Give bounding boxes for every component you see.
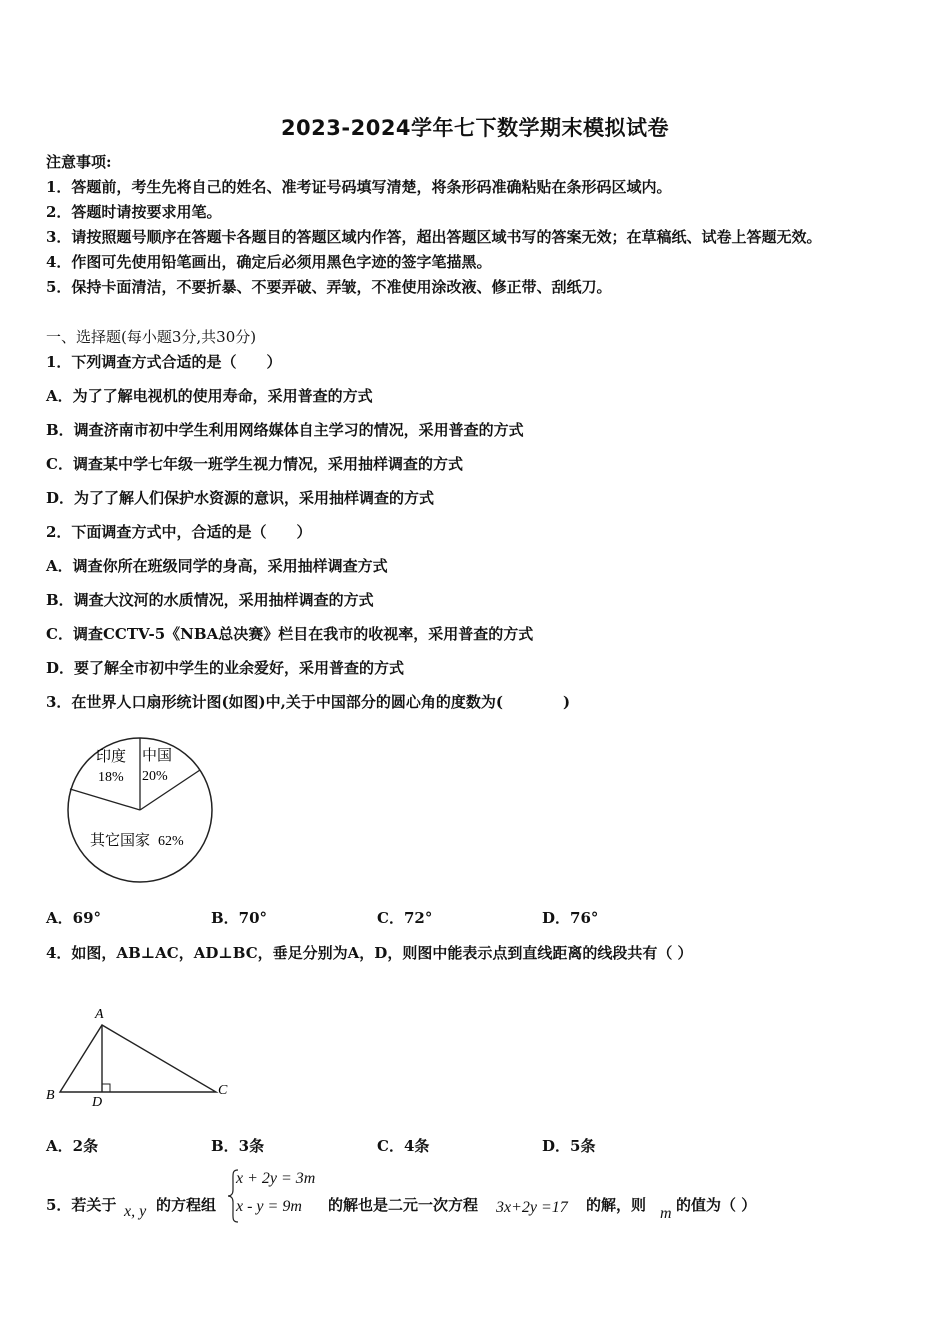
question-4-option-c: C．4条 [377,1137,430,1155]
question-5-equation-2: x - y = 9m [236,1198,302,1215]
pie-percent-india: 18% [98,770,124,785]
notice-item: 4．作图可先使用铅笔画出，确定后必须用黑色字迹的签字笔描黑。 [46,253,492,271]
triangle-figure [40,1000,240,1110]
point-label-b: B [46,1088,55,1103]
question-3-option-b: B．70° [211,909,268,927]
pie-chart-figure [62,734,218,884]
triangle-abc [60,1025,216,1092]
question-2-option-c: C．调查CCTV-5《NBA总决赛》栏目在我市的收视率，采用普查的方式 [46,625,534,643]
pie-label-india: 印度 [96,749,127,765]
question-2-option-b: B．调查大汶河的水质情况，采用抽样调查的方式 [46,591,374,609]
question-4-stem: 4．如图，AB⊥AC，AD⊥BC，垂足分别为A，D，则图中能表示点到直线距离的线段共有（ ） [46,944,693,962]
point-label-c: C [218,1083,228,1098]
question-5-equation-3: 3x+2y =17 [496,1199,568,1216]
pie-percent-china: 20% [142,769,168,784]
pie-label-others: 其它国家 [90,833,151,849]
section-heading: 一、选择题(每小题3分,共30分) [46,328,257,346]
pie-label-china: 中国 [142,748,173,764]
notice-item: 5．保持卡面清洁，不要折暴、不要弄破、弄皱，不准使用涂改液、修正带、刮纸刀。 [46,278,612,296]
notice-item: 1．答题前，考生先将自己的姓名、准考证号码填写清楚，将条形码准确粘贴在条形码区域内。 [46,178,672,196]
question-1-option-b: B．调查济南市初中学生利用网络媒体自主学习的情况，采用普查的方式 [46,421,524,439]
page-title: 2023-2024学年七下数学期末模拟试卷 [280,116,670,140]
question-5-mid1: 的方程组 [156,1196,217,1214]
question-1-option-d: D．为了了解人们保护水资源的意识，采用抽样调查的方式 [46,489,435,507]
notice-item: 2．答题时请按要求用笔。 [46,203,222,221]
question-2-option-d: D．要了解全市初中学生的业余爱好，采用普查的方式 [46,659,405,677]
question-2-option-a: A．调查你所在班级同学的身高，采用抽样调查方式 [46,557,388,575]
question-1-option-a: A．为了了解电视机的使用寿命，采用普查的方式 [46,387,373,405]
question-3-stem: 3．在世界人口扇形统计图(如图)中,关于中国部分的圆心角的度数为( ) [46,693,571,711]
pie-percent-others: 62% [158,834,184,849]
question-5-suffix: 的值为（ ） [676,1196,757,1214]
question-5-equation-1: x + 2y = 3m [236,1170,316,1187]
question-1-option-c: C．调查某中学七年级一班学生视力情况，采用抽样调查的方式 [46,455,463,473]
question-5-var-m: m [660,1205,672,1222]
question-1-stem: 1．下列调查方式合适的是（ ） [46,353,282,371]
question-2-stem: 2．下面调查方式中，合适的是（ ） [46,523,312,541]
question-5-prefix: 5．若关于 [46,1196,117,1214]
question-4-option-a: A．2条 [46,1137,99,1155]
question-3-option-a: A．69° [46,909,102,927]
point-label-d: D [92,1095,103,1110]
question-4-option-d: D．5条 [542,1137,596,1155]
question-5-mid2: 的解也是二元一次方程 [328,1196,479,1214]
point-label-a: A [95,1007,104,1022]
question-4-option-b: B．3条 [211,1137,265,1155]
question-3-option-d: D．76° [542,909,599,927]
question-5-mid3: 的解，则 [586,1196,647,1214]
question-3-option-c: C．72° [377,909,433,927]
pie-divider-left [70,789,140,810]
notice-heading: 注意事项: [46,153,112,171]
right-angle-mark [102,1084,110,1092]
notice-item: 3．请按照题号顺序在答题卡各题目的答题区域内作答，超出答题区域书写的答案无效；在草稿纸、试卷上答题无效。 [46,228,822,246]
question-5-vars: x, y [124,1203,147,1220]
